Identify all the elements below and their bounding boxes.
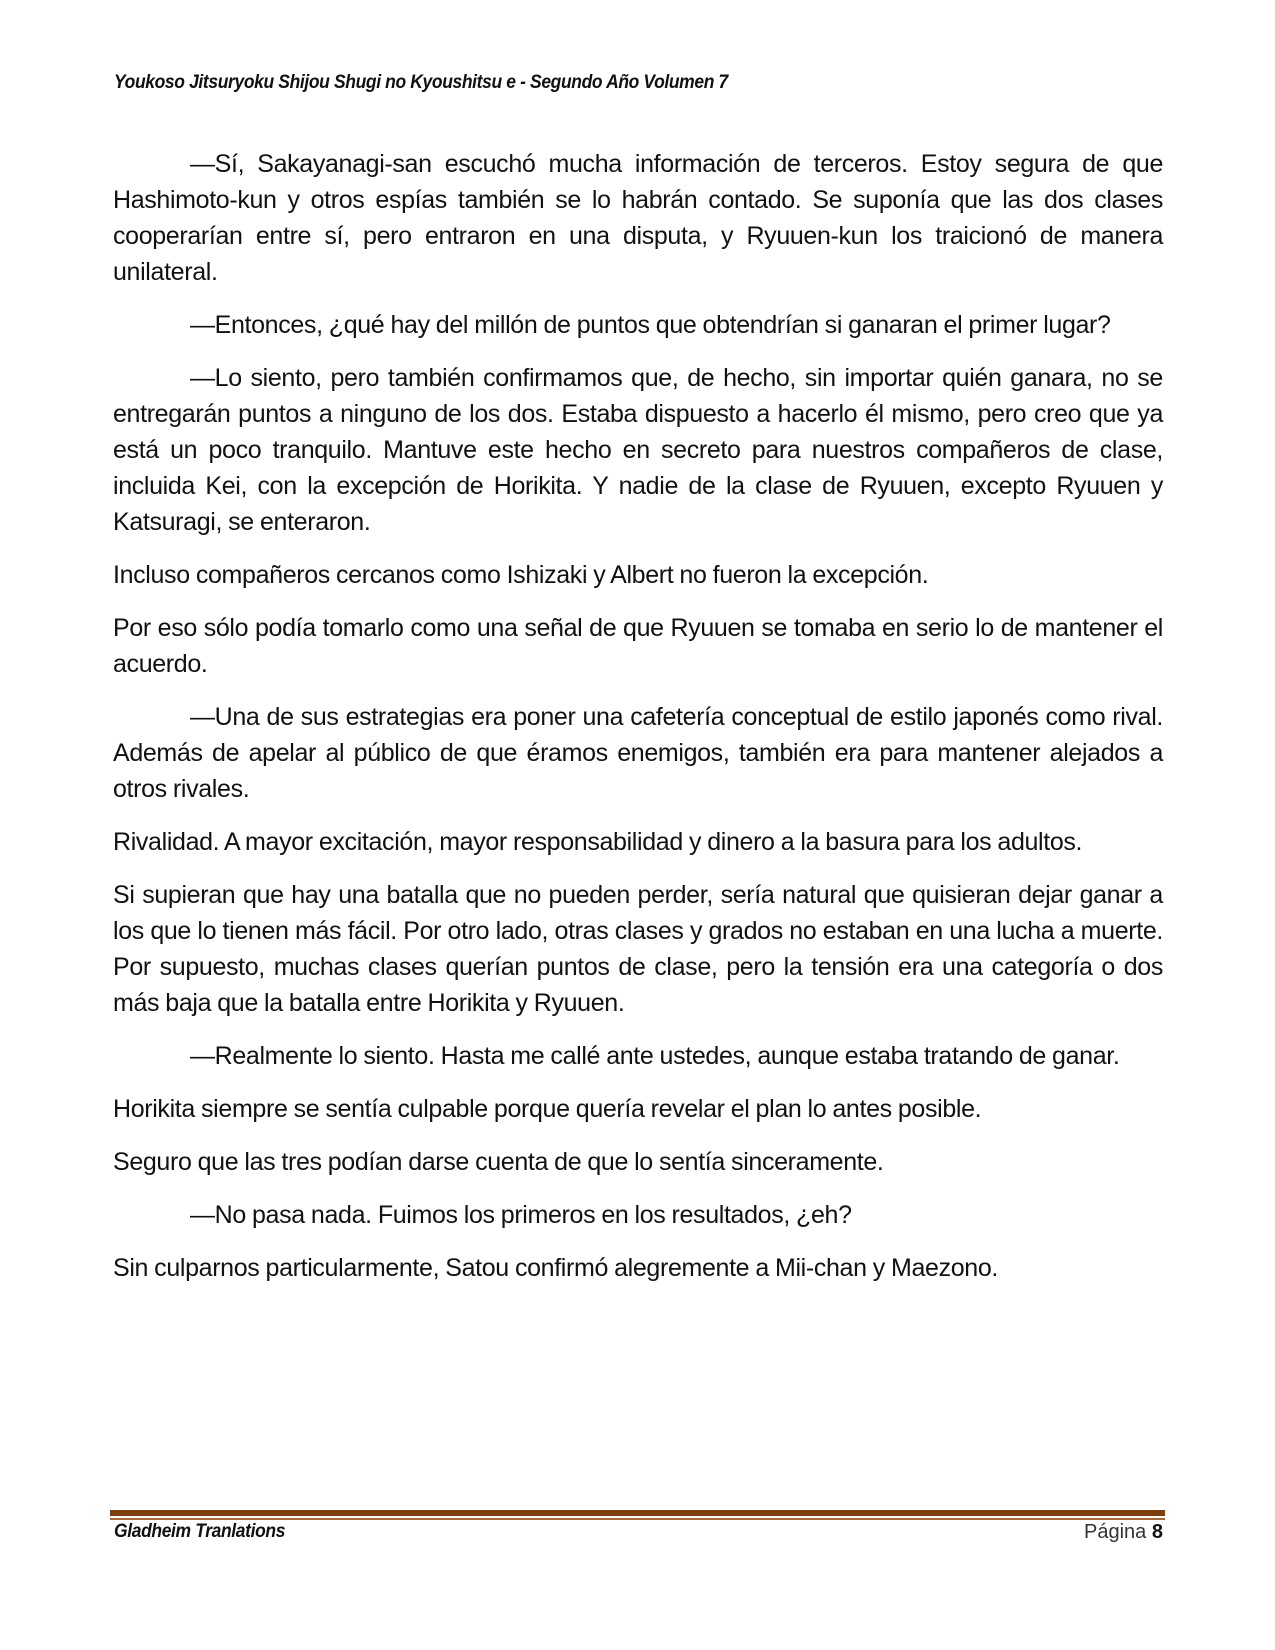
page-number bbox=[1084, 1521, 1163, 1544]
running-header: Youkoso Jitsuryoku Shijou Shugi no Kyoushitsu e - Segundo Año Volumen 7 bbox=[114, 72, 728, 93]
paragraph-narration: Seguro que las tres podían darse cuenta de que lo sentía sinceramente. bbox=[113, 1148, 884, 1176]
page-label: Página bbox=[1084, 1521, 1147, 1543]
paragraph-dialogue: —Sí, Sakayanagi-san escuchó mucha información de terceros. Estoy segura de que Hashimoto-kun y otros espías también se lo habrán contado. Se suponía que las dos clases cooperarían entre sí, pero entraron en una disputa, y Ryuuen-kun los traicionó de manera unilateral. bbox=[113, 150, 1163, 286]
paragraph-dialogue: —Una de sus estrategias era poner una cafetería conceptual de estilo japonés como rival. Además de apelar al público de que éramos enemigos, también era para mantener alejados a otros rivales. bbox=[113, 703, 1163, 803]
paragraph-narration: Rivalidad. A mayor excitación, mayor responsabilidad y dinero a la basura para los adultos. bbox=[113, 828, 1083, 856]
footer-divider-thin bbox=[110, 1518, 1165, 1520]
footer-divider bbox=[110, 1510, 1165, 1516]
paragraph-narration: Horikita siempre se sentía culpable porque quería revelar el plan lo antes posible. bbox=[113, 1095, 982, 1123]
paragraph-dialogue: —No pasa nada. Fuimos los primeros en los resultados, ¿eh? bbox=[190, 1201, 852, 1229]
paragraph-narration: Si supieran que hay una batalla que no pueden perder, sería natural que quisieran dejar ganar a los que lo tienen más fácil. Por otro lado, otras clases y grados no estaban en una lucha a muerte. Por supuesto, muchas clases querían puntos de clase, pero la tensión era una categoría o dos más baja que la batalla entre Horikita y Ryuuen. bbox=[113, 881, 1163, 1017]
body-text bbox=[113, 146, 1163, 1303]
paragraph-dialogue: —Realmente lo siento. Hasta me callé ante ustedes, aunque estaba tratando de ganar. bbox=[190, 1042, 1120, 1070]
page-number-value: 8 bbox=[1151, 1521, 1163, 1543]
paragraph-dialogue: —Lo siento, pero también confirmamos que, de hecho, sin importar quién ganara, no se entregarán puntos a ninguno de los dos. Estaba dispuesto a hacerlo él mismo, pero creo que ya está un poco tranquilo. Mantuve este hecho en secreto para nuestros compañeros de clase, incluida Kei, con la excepción de Horikita. Y nadie de la clase de Ryuuen, excepto Ryuuen y Katsuragi, se enteraron. bbox=[113, 364, 1163, 536]
paragraph-narration: Por eso sólo podía tomarlo como una señal de que Ryuuen se tomaba en serio lo de mantener el acuerdo. bbox=[113, 614, 1163, 678]
paragraph-narration: Sin culparnos particularmente, Satou confirmó alegremente a Mii-chan y Maezono. bbox=[113, 1254, 998, 1282]
footer-credit: Gladheim Tranlations bbox=[114, 1521, 286, 1542]
paragraph-dialogue: —Entonces, ¿qué hay del millón de puntos que obtendrían si ganaran el primer lugar? bbox=[190, 311, 1111, 339]
paragraph-narration: Incluso compañeros cercanos como Ishizaki y Albert no fueron la excepción. bbox=[113, 561, 929, 589]
